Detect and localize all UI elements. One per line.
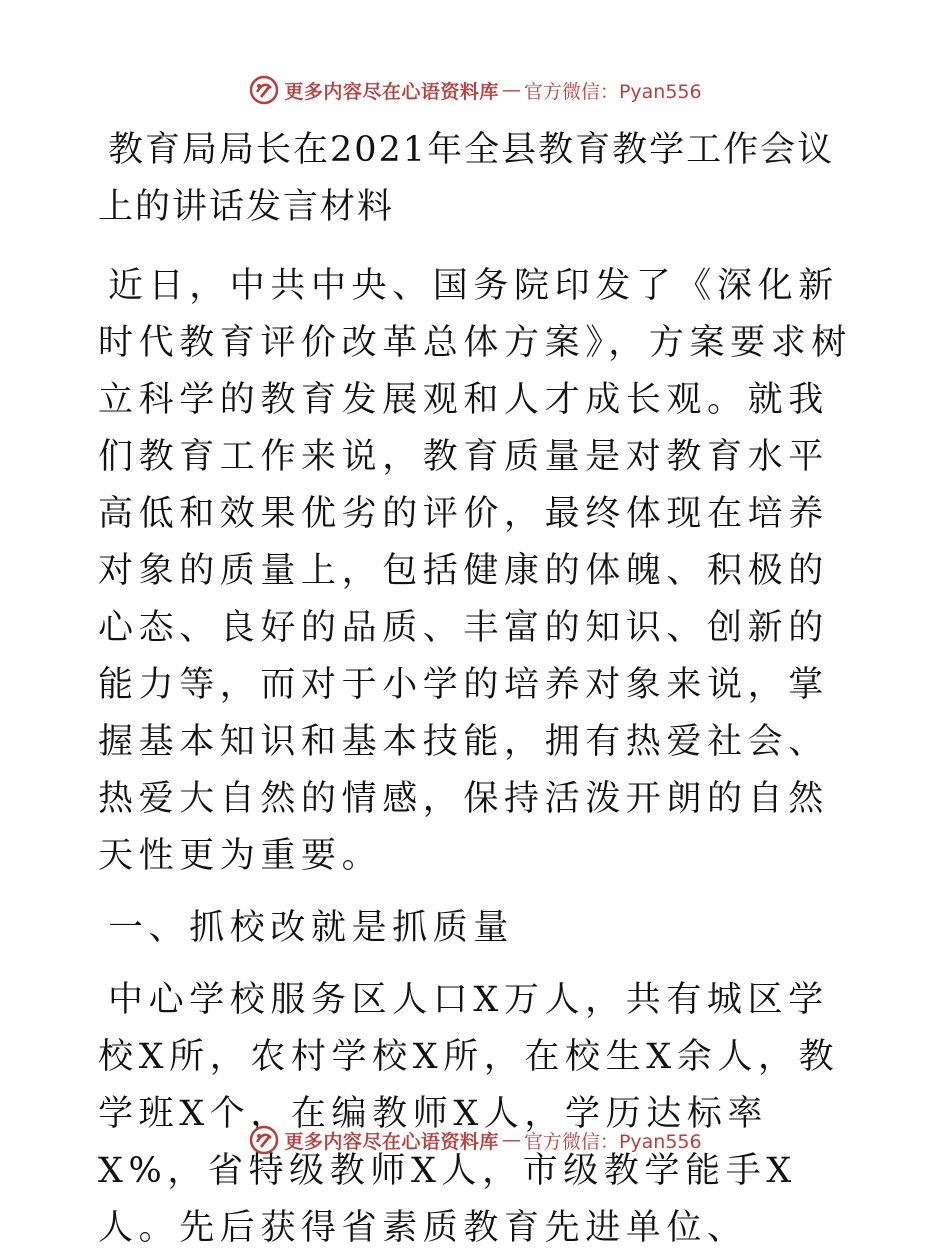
paragraph-intro: 近日，中共中央、国务院印发了《深化新时代教育评价改革总体方案》，方案要求树立科学的教育发展观和人才成长观。就我们教育工作来说，教育质量是对教育水平高低和效果优劣的评价，最终体现在培养对象的质量上，包括健康的体魄、积极的心态、良好的品质、丰富的知识、创新的能力等，而对于小学的培养对象来说，掌握基本知识和基本技能，拥有热爱社会、热爱大自然的情感，保持活泼开朗的自然天性更为重要。 [98, 266, 852, 876]
paragraph-school-stats: 中心学校服务区人口X万人，共有城区学校X所，农村学校X所，在校生X余人，教学班X个，在编教师X人，学历达标率X%，省特级教师X人，市级教学能手X人。先后获得省素质教育先进单位、 [98, 980, 840, 1248]
watermark-brand-text: 更多内容尽在心语资料库 [284, 80, 499, 103]
watermark-contact [524, 1127, 702, 1154]
watermark-contact-label: 官方微信： [523, 80, 619, 103]
watermark-contact-id: Pyan556 [618, 1130, 702, 1153]
watermark-dash: — [501, 79, 521, 101]
watermark-brand-text: 更多内容尽在心语资料库 [284, 1130, 499, 1153]
watermark-contact-label: 官方微信： [523, 1130, 619, 1153]
document-body [98, 122, 858, 1257]
watermark-dash: — [501, 1129, 521, 1151]
section-heading: 一、抓校改就是抓质量 [108, 908, 515, 948]
watermark-header [0, 70, 950, 110]
watermark-contact [524, 77, 702, 104]
watermark-contact-id: Pyan556 [618, 80, 702, 103]
brand-logo-icon [248, 74, 280, 106]
document-title: 教育局局长在2021年全县教育教学工作会议上的讲话发言材料 [98, 130, 835, 227]
brand-logo-icon [248, 1124, 280, 1156]
watermark-footer [0, 1120, 950, 1160]
